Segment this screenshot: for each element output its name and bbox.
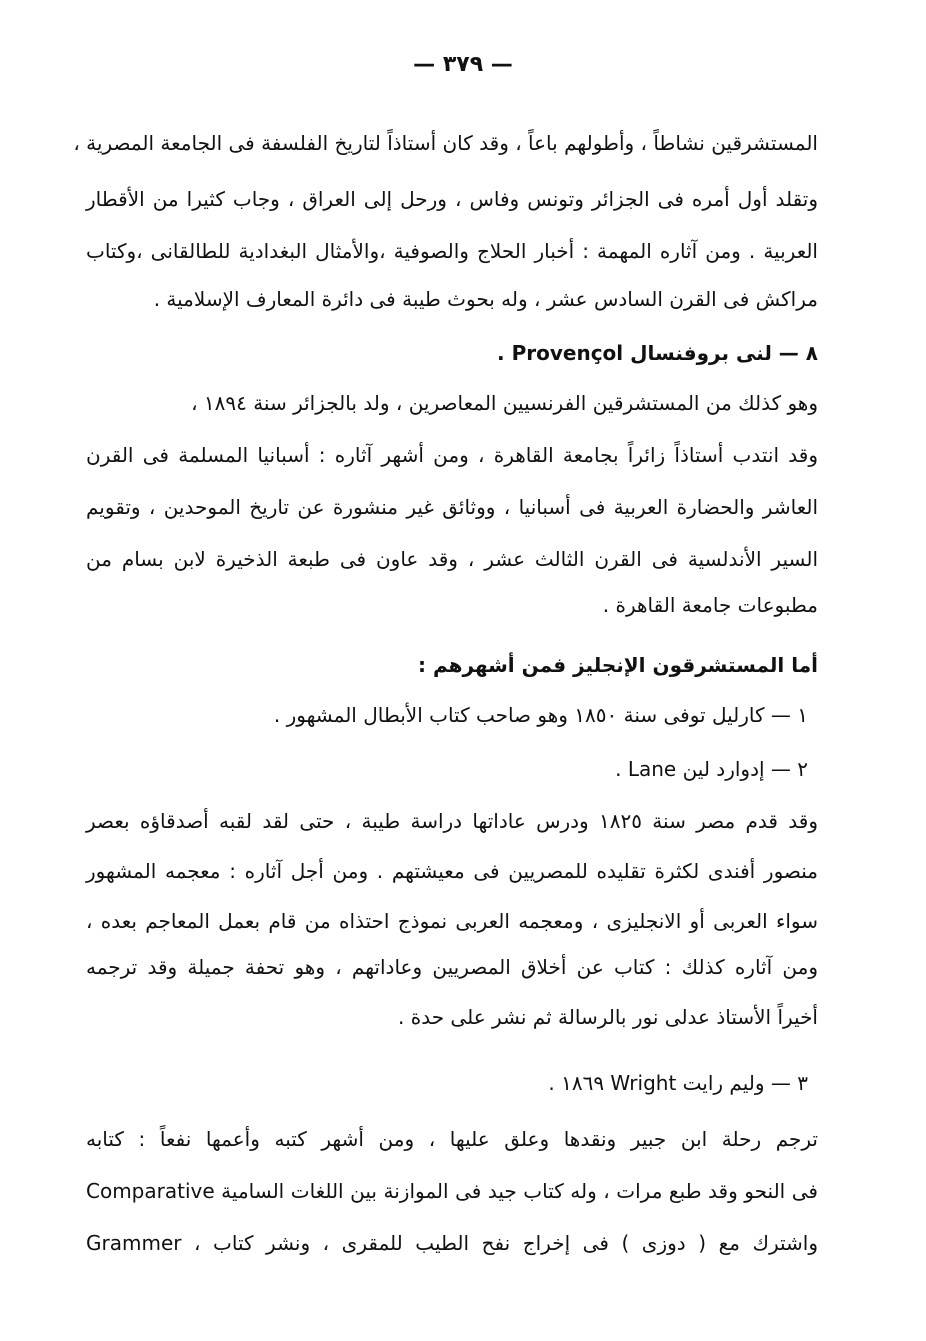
text-line: وهو كذلك من المستشرقين الفرنسيين المعاصرين ، ولد بالجزائر سنة ١٨٩٤ ،: [191, 391, 818, 415]
text-line: السير الأندلسية فى القرن الثالث عشر ، وقد عاون فى طبعة الذخيرة لابن بسام من: [86, 547, 818, 571]
list-item: ٣ — وليم رايت Wright ١٨٦٩ .: [548, 1071, 808, 1095]
text-line: المستشرقين نشاطاً ، وأطولهم باعاً ، وقد كان أستاذاً لتاريخ الفلسفة فى الجامعة المصرية ،: [73, 131, 818, 155]
text-line: وقد انتدب أستاذاً زائراً بجامعة القاهرة ، ومن أشهر آثاره : أسبانيا المسلمة فى القرن: [86, 443, 818, 467]
text-line: سواء العربى أو الانجليزى ، ومعجمه العربى نموذج احتذاه من قام بعمل المعاجم بعده ،: [86, 909, 818, 933]
section-heading: ٨ — لنى بروفنسال Provençol .: [497, 341, 818, 365]
text-line: ترجم رحلة ابن جبير ونقدها وعلق عليها ، ومن أشهر كتبه وأعمها نفعاً : كتابه: [86, 1127, 818, 1151]
text-line: وتقلد أول أمره فى الجزائر وتونس وفاس ، ورحل إلى العراق ، وجاب كثيرا من الأقطار: [86, 187, 818, 211]
text-line: Grammer ، واشترك مع ( دوزى ) فى إخراج نفح الطيب للمقرى ، ونشر كتاب: [86, 1231, 818, 1255]
text-line: فى النحو وقد طبع مرات ، وله كتاب جيد فى الموازنة بين اللغات السامية Comparative: [86, 1179, 818, 1203]
page-number: — ٣٧٩ —: [413, 52, 513, 77]
text-line: العاشر والحضارة العربية فى أسبانيا ، ووثائق غير منشورة عن تاريخ الموحدين ، وتقويم: [86, 495, 818, 519]
list-item: ١ — كارليل توفى سنة ١٨٥٠ وهو صاحب كتاب الأبطال المشهور .: [273, 703, 808, 727]
text-line: مطبوعات جامعة القاهرة .: [602, 593, 818, 617]
text-line: منصور أفندى لكثرة تقليده للمصريين فى معيشتهم . ومن أجل آثاره : معجمه المشهور: [86, 859, 818, 883]
list-item: ٢ — إدوارد لين Lane .: [615, 757, 808, 781]
text-line: العربية . ومن آثاره المهمة : أخبار الحلاج والصوفية ،والأمثال البغدادية للطالقانى ،وكتاب: [86, 239, 818, 263]
section-heading: أما المستشرقون الإنجليز فمن أشهرهم :: [417, 653, 818, 677]
text-line: ومن آثاره كذلك : كتاب عن أخلاق المصريين وعاداتهم ، وهو تحفة جميلة وقد ترجمه: [86, 955, 818, 979]
text-line: وقد قدم مصر سنة ١٨٢٥ ودرس عاداتها دراسة طيبة ، حتى لقد لقبه أصدقاؤه بعصر: [86, 809, 818, 833]
text-line: مراكش فى القرن السادس عشر ، وله بحوث طيبة فى دائرة المعارف الإسلامية .: [153, 287, 818, 311]
text-line: أخيراً الأستاذ عدلى نور بالرسالة ثم نشر على حدة .: [398, 1005, 818, 1029]
